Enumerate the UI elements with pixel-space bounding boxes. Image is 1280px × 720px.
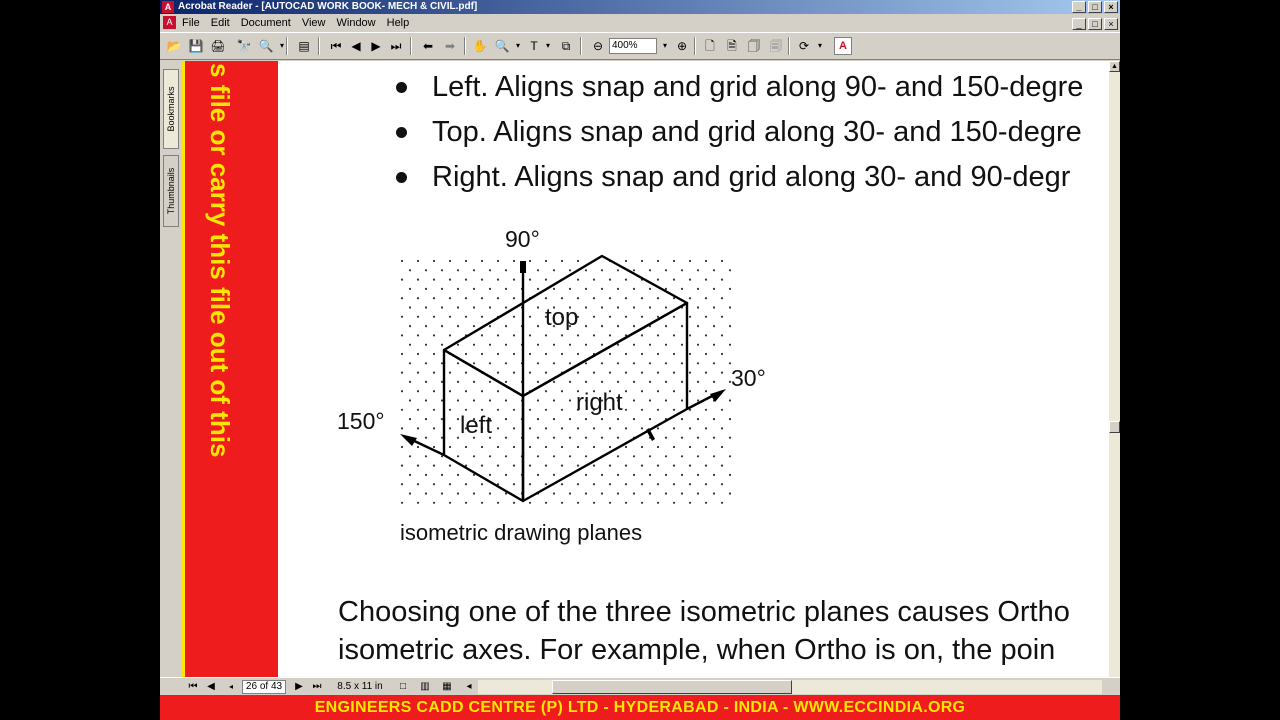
scroll-left-icon[interactable]: ◂ [466, 681, 472, 692]
doc-minimize-button[interactable]: _ [1072, 18, 1086, 30]
banner-stripe [182, 61, 185, 677]
zoom-tool-icon[interactable]: 🔍 [494, 39, 510, 53]
previous-page-icon[interactable]: ◀ [351, 39, 361, 53]
toolbar-separator [580, 37, 582, 55]
figure-caption: isometric drawing planes [400, 520, 643, 545]
go-back-icon[interactable]: ⬅ [422, 39, 434, 53]
fit-width-icon[interactable]: 🗍 [748, 39, 760, 53]
toolbar-separator [464, 37, 466, 55]
dot-grid [401, 260, 731, 504]
hand-tool-icon[interactable]: ✋ [472, 39, 488, 53]
label-30: 30° [731, 365, 766, 391]
axis-150-arrowhead [400, 434, 417, 446]
last-page-icon[interactable]: ⏭ [390, 39, 402, 53]
axis-30-arrowhead [710, 389, 726, 402]
close-button[interactable]: × [1104, 1, 1118, 13]
bullet-text: Top. Aligns snap and grid along 30- and 150-degre [432, 116, 1082, 148]
rotate-dropdown-icon[interactable]: ▾ [817, 41, 822, 50]
acrobat-app-icon: A [162, 1, 174, 13]
status-previous-page-icon[interactable]: ◀ [207, 681, 215, 692]
page-number-field[interactable]: 26 of 43 [242, 680, 286, 694]
status-last-page-icon[interactable]: ⏭ [312, 681, 322, 692]
side-banner-text: s file or carry this file out of this [205, 63, 235, 458]
zoom-dropdown-icon[interactable]: ▾ [662, 41, 667, 50]
vertical-scroll-thumb[interactable] [1109, 421, 1120, 433]
facing-pages-icon[interactable]: ▦ [442, 681, 452, 692]
bullet-text: Left. Aligns snap and grid along 90- and 150-degre [432, 71, 1084, 103]
text-select-icon[interactable]: T [530, 39, 538, 53]
find-icon[interactable]: 🔭 [236, 39, 252, 53]
menu-file[interactable]: File [182, 17, 200, 29]
acrobat-reader-window [160, 0, 1120, 720]
fit-page-icon[interactable]: 🗎 [727, 39, 737, 53]
toolbar [160, 32, 1120, 60]
paragraph-line: Choosing one of the three isometric planes causes Ortho [338, 596, 1070, 628]
next-page-icon[interactable]: ▶ [371, 39, 381, 53]
toolbar-separator [694, 37, 696, 55]
first-page-icon[interactable]: ⏮ [330, 39, 342, 53]
document-icon[interactable]: A [163, 16, 176, 29]
body-paragraph [338, 593, 1070, 669]
minimize-button[interactable]: _ [1072, 1, 1086, 13]
footer-banner: ENGINEERS CADD CENTRE (P) LTD - HYDERABAD - INDIA - WWW.ECCINDIA.ORG [160, 695, 1120, 720]
menu-edit[interactable]: Edit [210, 17, 230, 29]
label-left: left [460, 412, 493, 439]
label-top: top [545, 304, 579, 331]
menu-window[interactable]: Window [336, 17, 376, 29]
page-size-readout: 8.5 x 11 in [337, 681, 383, 692]
search-dropdown-icon[interactable]: ▾ [279, 41, 284, 50]
toolbar-separator [410, 37, 412, 55]
status-next-page-icon[interactable]: ▶ [295, 681, 303, 692]
document-window-controls [1072, 17, 1118, 30]
menu-view[interactable]: View [301, 17, 326, 29]
iso-box [408, 256, 716, 501]
rotate-view-icon[interactable]: ⟳ [798, 39, 810, 53]
status-bar [160, 677, 1120, 696]
tab-bookmarks-label: Bookmarks [166, 86, 176, 132]
horizontal-scroll-thumb[interactable] [552, 680, 792, 694]
doc-restore-button[interactable]: □ [1088, 18, 1102, 30]
label-90: 90° [505, 226, 540, 252]
toolbar-separator [318, 37, 320, 55]
side-watermark-banner [182, 61, 278, 677]
menu-document[interactable]: Document [240, 17, 291, 29]
print-icon[interactable]: 🖨 [210, 39, 226, 53]
label-150: 150° [337, 408, 385, 434]
snapshot-tool-icon[interactable]: ⧉ [561, 39, 571, 53]
show-navigation-pane-icon[interactable]: ▤ [298, 39, 310, 53]
scroll-up-icon[interactable]: ▲ [1109, 61, 1120, 72]
title-bar [160, 0, 1120, 14]
label-right: right [576, 389, 623, 416]
zoom-out-icon[interactable]: ⊖ [592, 39, 604, 53]
tab-thumbnails[interactable] [163, 155, 179, 227]
save-icon[interactable]: 💾 [188, 39, 204, 53]
actual-size-icon[interactable]: 🗋 [705, 39, 715, 53]
menu-help[interactable]: Help [386, 17, 410, 29]
tab-bookmarks[interactable] [163, 69, 179, 149]
horizontal-scrollbar[interactable] [478, 680, 1102, 694]
zoom-tool-dropdown-icon[interactable]: ▾ [515, 41, 520, 50]
toolbar-separator [788, 37, 790, 55]
continuous-icon[interactable]: ▥ [420, 681, 430, 692]
tab-thumbnails-label: Thumbnails [166, 167, 176, 215]
text-select-dropdown-icon[interactable]: ▾ [545, 41, 550, 50]
bullet-text: Right. Aligns snap and grid along 30- and 90-degr [432, 161, 1071, 193]
navigation-tabs [160, 61, 182, 677]
adobe-logo-icon[interactable]: A [834, 37, 852, 55]
fit-visible-icon[interactable]: 🗐 [770, 39, 782, 53]
search-icon[interactable]: 🔍 [258, 39, 274, 53]
restore-button[interactable]: □ [1088, 1, 1102, 13]
toolbar-separator [286, 37, 288, 55]
status-prev-arrow-icon[interactable]: ◂ [228, 682, 233, 691]
doc-close-button[interactable]: × [1104, 18, 1118, 30]
vertical-scrollbar[interactable] [1109, 61, 1120, 677]
window-controls [1072, 0, 1118, 13]
document-page[interactable] [278, 61, 1109, 677]
menu-bar [160, 14, 1120, 32]
status-first-page-icon[interactable]: ⏮ [188, 681, 198, 692]
isometric-drawing-figure [278, 61, 1109, 677]
open-icon[interactable]: 📂 [166, 39, 182, 53]
zoom-field[interactable]: 400% [609, 38, 657, 54]
paragraph-line: isometric axes. For example, when Ortho is on, the poin [338, 634, 1056, 666]
go-forward-icon[interactable]: ➡ [444, 39, 456, 53]
zoom-in-icon[interactable]: ⊕ [676, 39, 688, 53]
window-title: Acrobat Reader - [AUTOCAD WORK BOOK- MECH & CIVIL.pdf] [178, 1, 478, 12]
single-page-icon[interactable]: □ [399, 681, 407, 692]
axis-90-arrowhead [520, 261, 526, 273]
